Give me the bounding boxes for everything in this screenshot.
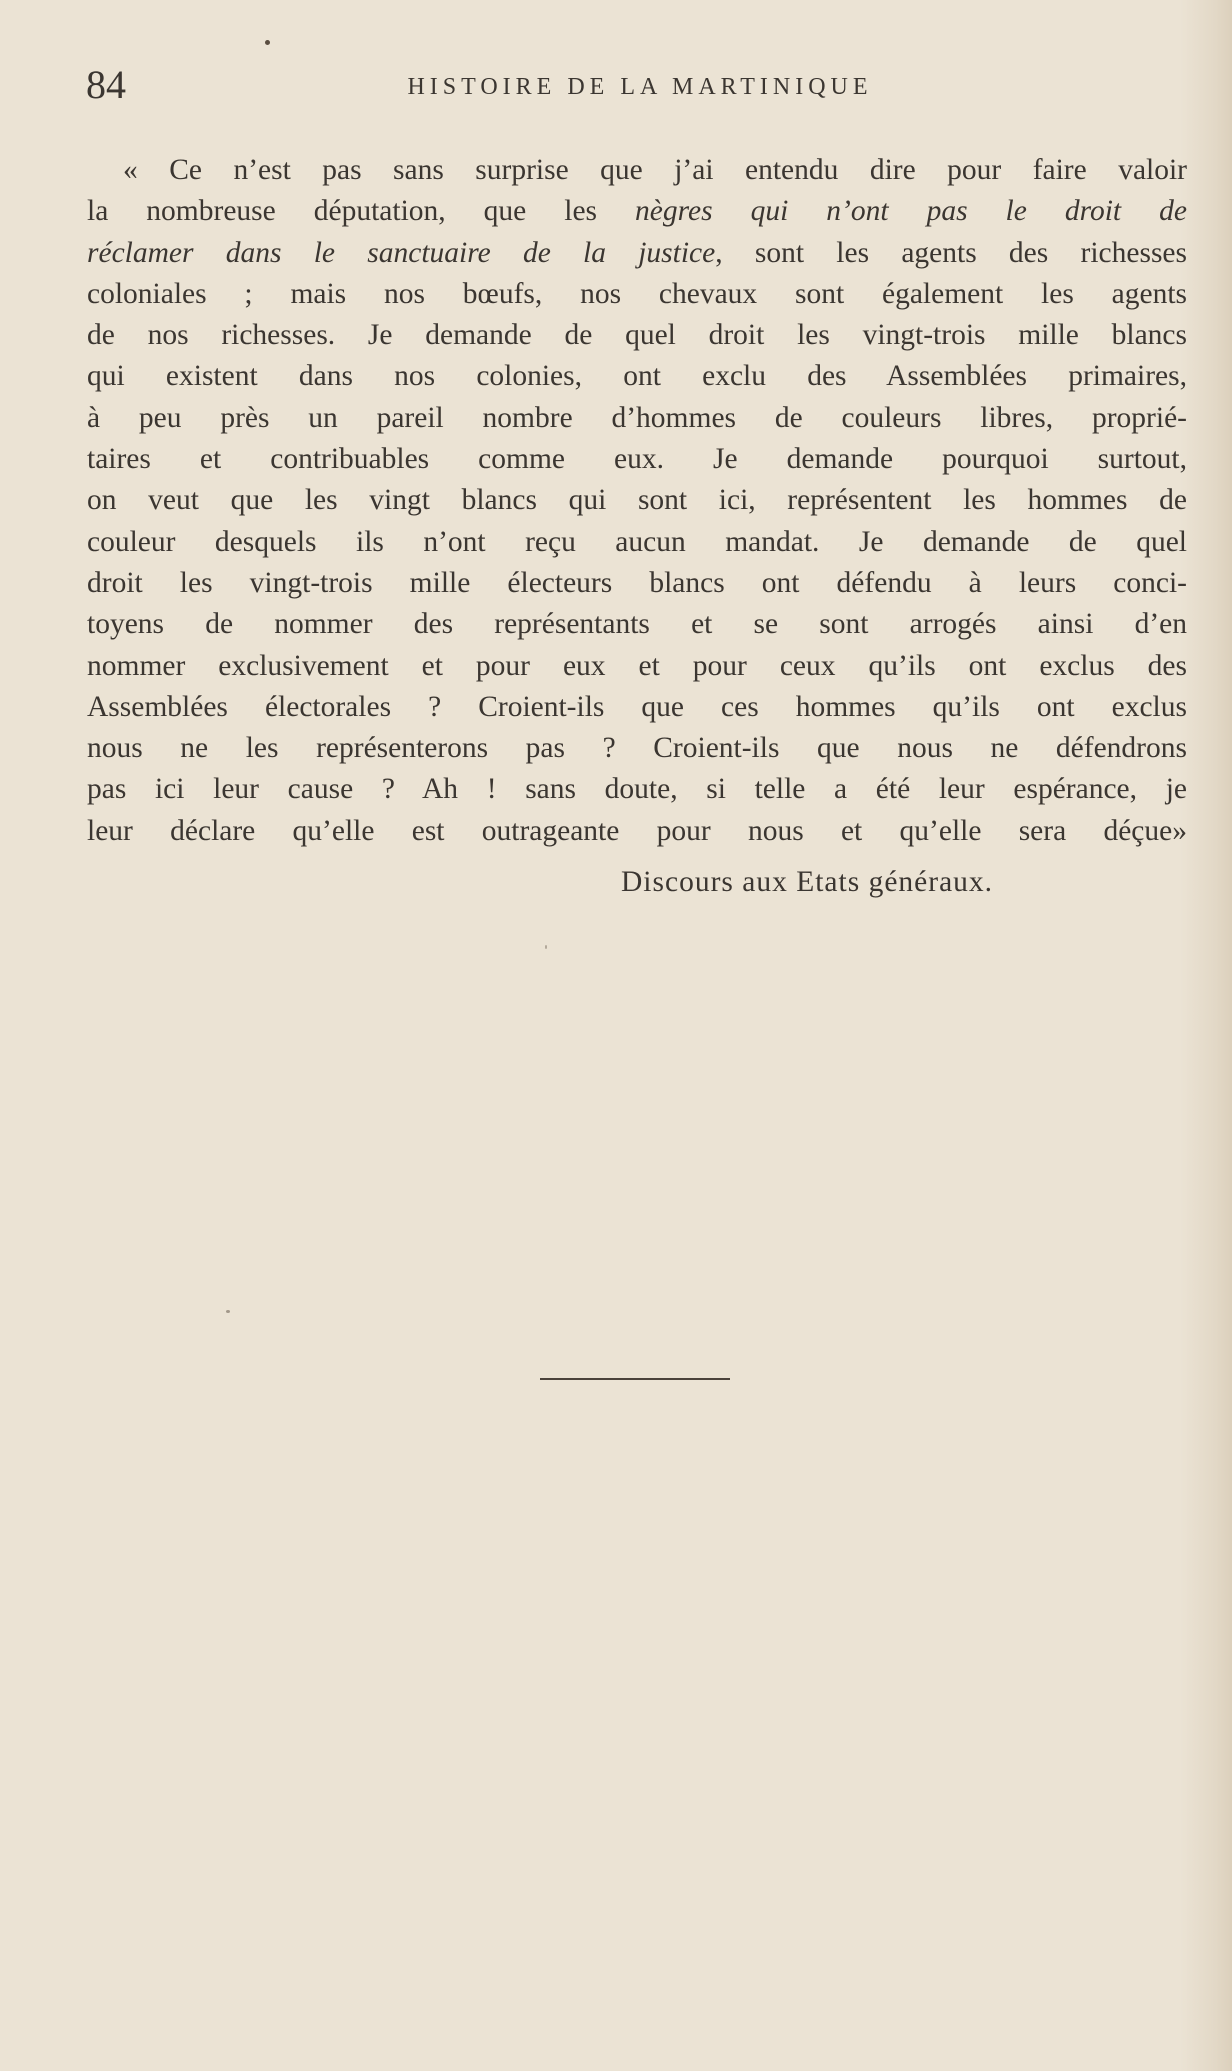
quotation-line — [87, 315, 1187, 356]
text-segment: qui existent dans nos colonies, ont exclu des Assemblées primaires, — [87, 360, 1187, 393]
quotation-line — [87, 150, 1187, 191]
quotation-source: Discours aux Etats généraux. — [621, 866, 994, 898]
quotation-line — [87, 687, 1187, 728]
text-segment: toyens de nommer des représentants et se sont arrogés ainsi d’en — [87, 608, 1187, 641]
ink-speck — [545, 945, 547, 949]
italic-text: nègres qui n’ont pas le droit de — [635, 195, 1187, 228]
quotation-line — [87, 563, 1187, 604]
quotation-line — [87, 769, 1187, 810]
quotation-line — [87, 522, 1187, 563]
quotation-line — [87, 439, 1187, 480]
quotation-line — [87, 604, 1187, 645]
text-segment: taires et contribuables comme eux. Je demande pourquoi surtout, — [87, 443, 1187, 476]
quotation-body — [87, 150, 1187, 852]
text-segment: on veut que les vingt blancs qui sont ici, représentent les hommes de — [87, 484, 1187, 517]
text-segment: « Ce n’est pas sans surprise que j’ai entendu dire pour faire valoir — [123, 154, 1187, 186]
text-segment: de nos richesses. Je demande de quel droit les vingt-trois mille blancs — [87, 319, 1187, 352]
quotation-line — [87, 356, 1187, 397]
text-segment: Assemblées électorales ? Croient-ils que ces hommes qu’ils ont exclus — [87, 690, 1187, 723]
page-header — [86, 60, 1194, 120]
quotation-line — [87, 480, 1187, 521]
page-number: 84 — [86, 62, 126, 107]
ink-speck — [265, 40, 270, 45]
quotation-line — [87, 233, 1187, 274]
text-segment: couleur desquels ils n’ont reçu aucun mandat. Je demande de quel — [87, 525, 1187, 558]
text-segment: nous ne les représenterons pas ? Croient-ils que nous ne défendrons — [87, 732, 1187, 765]
text-segment: nommer exclusivement et pour eux et pour ceux qu’ils ont exclus des — [87, 649, 1187, 682]
quotation-line — [87, 398, 1187, 439]
text-segment: à peu près un pareil nombre d’hommes de couleurs libres, proprié- — [87, 401, 1187, 434]
text-segment: coloniales ; mais nos bœufs, nos chevaux sont également les agents — [87, 277, 1187, 310]
text-segment: leur déclare qu’elle est outrageante pour nous et qu’elle sera déçue» — [87, 814, 1187, 847]
text-segment: la nombreuse députation, que les — [87, 195, 636, 228]
running-head: HISTOIRE DE LA MARTINIQUE — [407, 74, 873, 100]
text-segment: , sont les agents des richesses — [715, 236, 1187, 269]
text-segment: pas ici leur cause ? Ah ! sans doute, si telle a été leur espérance, je — [87, 773, 1187, 806]
quotation-line — [87, 728, 1187, 769]
quotation-line — [87, 274, 1187, 315]
quotation-line — [87, 191, 1187, 232]
text-segment: droit les vingt-trois mille électeurs blancs ont défendu à leurs conci- — [87, 566, 1187, 599]
quotation-line — [87, 646, 1187, 687]
quotation-line — [87, 811, 1187, 852]
ink-speck — [226, 1310, 230, 1313]
section-divider-rule — [540, 1378, 730, 1380]
italic-text: réclamer dans le sanctuaire de la justice — [87, 236, 716, 269]
